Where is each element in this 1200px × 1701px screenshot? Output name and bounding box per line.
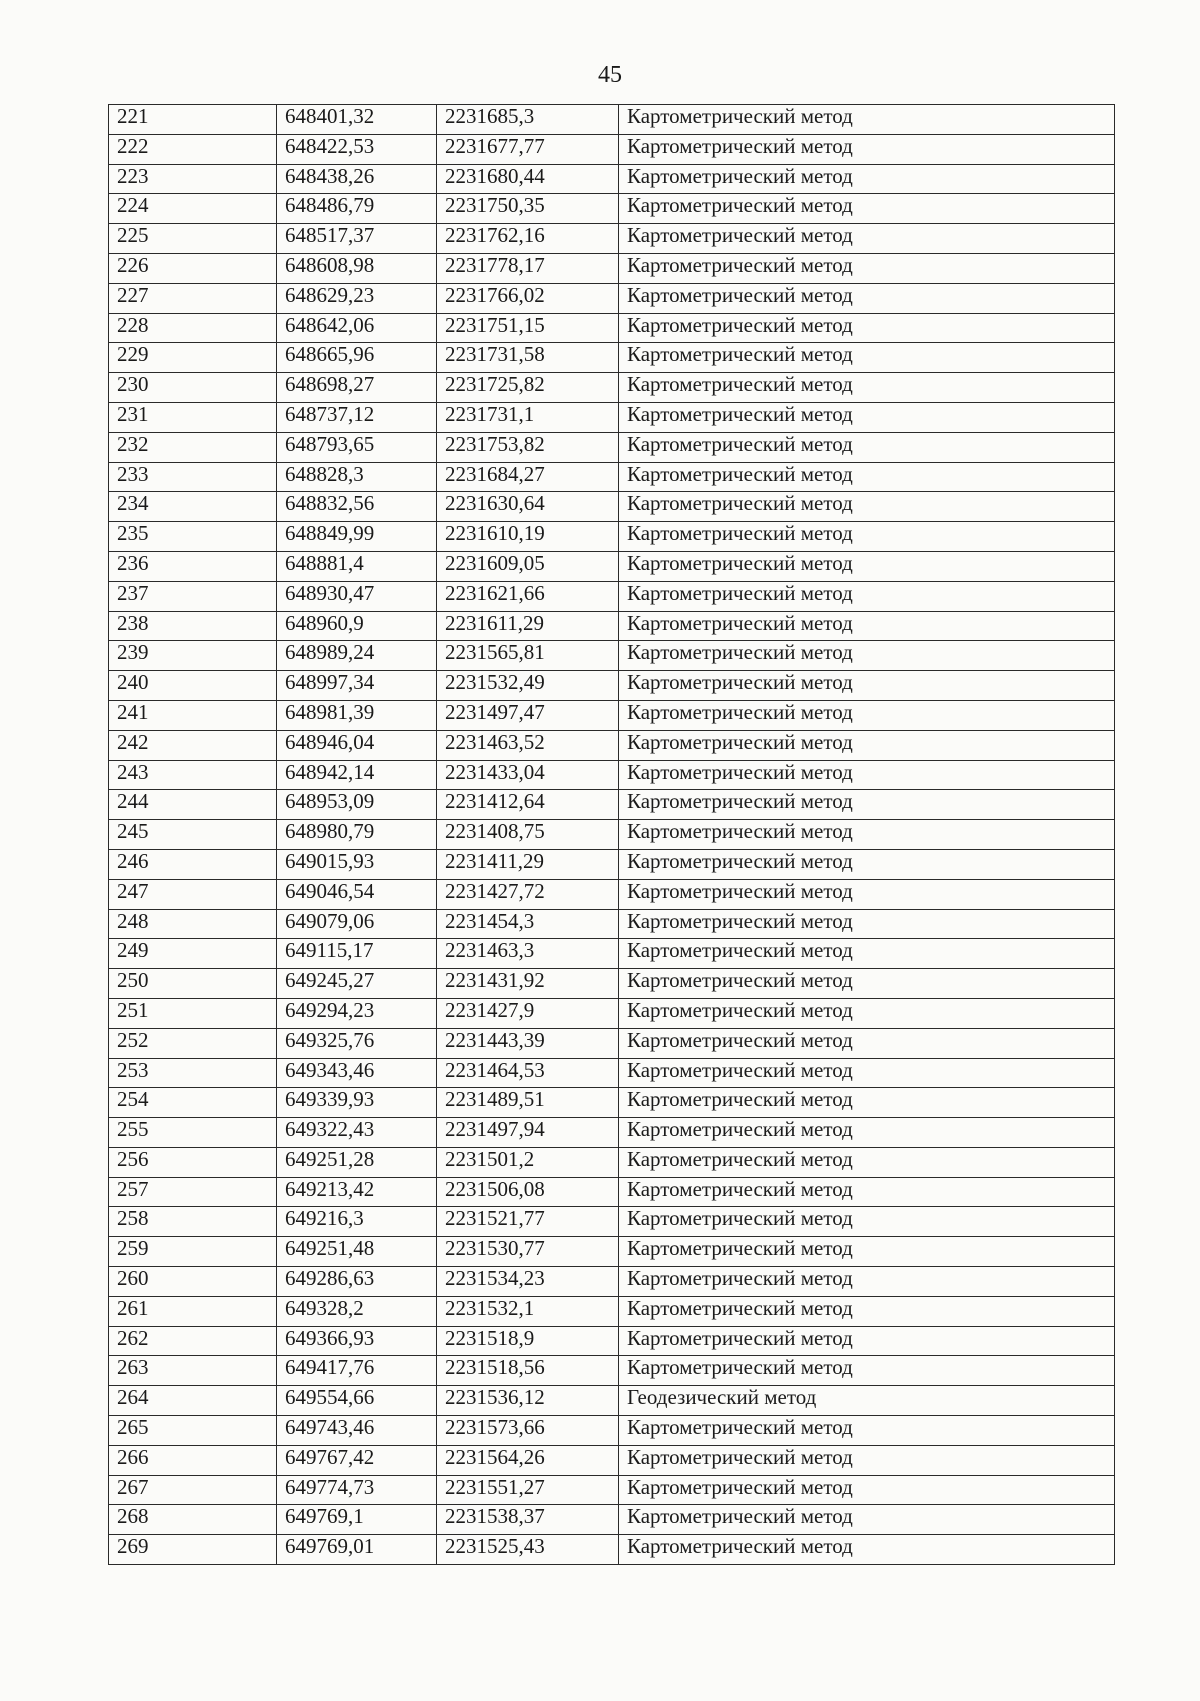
table-row	[109, 820, 1115, 850]
point-number-cell: 229	[109, 343, 277, 373]
x-coordinate-cell: 648608,98	[277, 253, 437, 283]
x-coordinate-cell: 648989,24	[277, 641, 437, 671]
y-coordinate-cell: 2231443,39	[437, 1028, 619, 1058]
x-coordinate-cell: 648737,12	[277, 402, 437, 432]
x-coordinate-cell: 649743,46	[277, 1416, 437, 1446]
method-cell: Картометрический метод	[619, 611, 1115, 641]
table-row	[109, 730, 1115, 760]
table-row	[109, 1088, 1115, 1118]
y-coordinate-cell: 2231501,2	[437, 1147, 619, 1177]
table-row	[109, 790, 1115, 820]
table-row	[109, 432, 1115, 462]
table-row	[109, 343, 1115, 373]
x-coordinate-cell: 648981,39	[277, 700, 437, 730]
method-cell: Геодезический метод	[619, 1386, 1115, 1416]
table-row	[109, 1058, 1115, 1088]
method-cell: Картометрический метод	[619, 1267, 1115, 1297]
point-number-cell: 256	[109, 1147, 277, 1177]
x-coordinate-cell: 648793,65	[277, 432, 437, 462]
table-row	[109, 1207, 1115, 1237]
table-row	[109, 373, 1115, 403]
table-row	[109, 1535, 1115, 1565]
method-cell: Картометрический метод	[619, 849, 1115, 879]
table-row	[109, 1475, 1115, 1505]
point-number-cell: 264	[109, 1386, 277, 1416]
point-number-cell: 243	[109, 760, 277, 790]
point-number-cell: 257	[109, 1177, 277, 1207]
point-number-cell: 236	[109, 551, 277, 581]
point-number-cell: 226	[109, 253, 277, 283]
method-cell: Картометрический метод	[619, 1326, 1115, 1356]
y-coordinate-cell: 2231412,64	[437, 790, 619, 820]
table-row	[109, 1267, 1115, 1297]
table-row	[109, 671, 1115, 701]
method-cell: Картометрический метод	[619, 1118, 1115, 1148]
method-cell: Картометрический метод	[619, 1058, 1115, 1088]
y-coordinate-cell: 2231536,12	[437, 1386, 619, 1416]
point-number-cell: 269	[109, 1535, 277, 1565]
point-number-cell: 258	[109, 1207, 277, 1237]
x-coordinate-cell: 648438,26	[277, 164, 437, 194]
y-coordinate-cell: 2231497,47	[437, 700, 619, 730]
method-cell: Картометрический метод	[619, 1207, 1115, 1237]
table-row	[109, 581, 1115, 611]
x-coordinate-cell: 649328,2	[277, 1296, 437, 1326]
method-cell: Картометрический метод	[619, 939, 1115, 969]
method-cell: Картометрический метод	[619, 820, 1115, 850]
method-cell: Картометрический метод	[619, 1088, 1115, 1118]
method-cell: Картометрический метод	[619, 1177, 1115, 1207]
y-coordinate-cell: 2231532,1	[437, 1296, 619, 1326]
x-coordinate-cell: 648517,37	[277, 224, 437, 254]
y-coordinate-cell: 2231506,08	[437, 1177, 619, 1207]
method-cell: Картометрический метод	[619, 1147, 1115, 1177]
x-coordinate-cell: 648930,47	[277, 581, 437, 611]
method-cell: Картометрический метод	[619, 105, 1115, 135]
x-coordinate-cell: 648422,53	[277, 134, 437, 164]
x-coordinate-cell: 648849,99	[277, 522, 437, 552]
x-coordinate-cell: 649115,17	[277, 939, 437, 969]
x-coordinate-cell: 649325,76	[277, 1028, 437, 1058]
point-number-cell: 245	[109, 820, 277, 850]
y-coordinate-cell: 2231750,35	[437, 194, 619, 224]
table-row	[109, 939, 1115, 969]
point-number-cell: 247	[109, 879, 277, 909]
x-coordinate-cell: 649769,01	[277, 1535, 437, 1565]
table-row	[109, 253, 1115, 283]
point-number-cell: 252	[109, 1028, 277, 1058]
x-coordinate-cell: 648960,9	[277, 611, 437, 641]
point-number-cell: 227	[109, 283, 277, 313]
table-row	[109, 1326, 1115, 1356]
table-row	[109, 462, 1115, 492]
method-cell: Картометрический метод	[619, 283, 1115, 313]
table-row	[109, 551, 1115, 581]
x-coordinate-cell: 649245,27	[277, 969, 437, 999]
point-number-cell: 228	[109, 313, 277, 343]
method-cell: Картометрический метод	[619, 492, 1115, 522]
x-coordinate-cell: 649774,73	[277, 1475, 437, 1505]
point-number-cell: 253	[109, 1058, 277, 1088]
y-coordinate-cell: 2231489,51	[437, 1088, 619, 1118]
y-coordinate-cell: 2231630,64	[437, 492, 619, 522]
point-number-cell: 249	[109, 939, 277, 969]
method-cell: Картометрический метод	[619, 1445, 1115, 1475]
point-number-cell: 251	[109, 998, 277, 1028]
y-coordinate-cell: 2231518,56	[437, 1356, 619, 1386]
method-cell: Картометрический метод	[619, 253, 1115, 283]
x-coordinate-cell: 648980,79	[277, 820, 437, 850]
y-coordinate-cell: 2231677,77	[437, 134, 619, 164]
point-number-cell: 259	[109, 1237, 277, 1267]
x-coordinate-cell: 648997,34	[277, 671, 437, 701]
method-cell: Картометрический метод	[619, 760, 1115, 790]
y-coordinate-cell: 2231564,26	[437, 1445, 619, 1475]
method-cell: Картометрический метод	[619, 551, 1115, 581]
point-number-cell: 246	[109, 849, 277, 879]
x-coordinate-cell: 649213,42	[277, 1177, 437, 1207]
table-row	[109, 1118, 1115, 1148]
point-number-cell: 266	[109, 1445, 277, 1475]
table-row	[109, 224, 1115, 254]
y-coordinate-cell: 2231565,81	[437, 641, 619, 671]
y-coordinate-cell: 2231497,94	[437, 1118, 619, 1148]
point-number-cell: 254	[109, 1088, 277, 1118]
point-number-cell: 233	[109, 462, 277, 492]
y-coordinate-cell: 2231778,17	[437, 253, 619, 283]
method-cell: Картометрический метод	[619, 700, 1115, 730]
point-number-cell: 221	[109, 105, 277, 135]
y-coordinate-cell: 2231551,27	[437, 1475, 619, 1505]
x-coordinate-cell: 648629,23	[277, 283, 437, 313]
y-coordinate-cell: 2231411,29	[437, 849, 619, 879]
table-row	[109, 283, 1115, 313]
x-coordinate-cell: 649294,23	[277, 998, 437, 1028]
coordinates-table-body	[109, 105, 1115, 1565]
point-number-cell: 241	[109, 700, 277, 730]
point-number-cell: 267	[109, 1475, 277, 1505]
method-cell: Картометрический метод	[619, 343, 1115, 373]
page-number: 45	[598, 62, 622, 88]
y-coordinate-cell: 2231731,58	[437, 343, 619, 373]
point-number-cell: 242	[109, 730, 277, 760]
table-row	[109, 1445, 1115, 1475]
method-cell: Картометрический метод	[619, 1028, 1115, 1058]
x-coordinate-cell: 648665,96	[277, 343, 437, 373]
y-coordinate-cell: 2231521,77	[437, 1207, 619, 1237]
point-number-cell: 268	[109, 1505, 277, 1535]
table-row	[109, 105, 1115, 135]
method-cell: Картометрический метод	[619, 641, 1115, 671]
point-number-cell: 235	[109, 522, 277, 552]
x-coordinate-cell: 649015,93	[277, 849, 437, 879]
point-number-cell: 248	[109, 909, 277, 939]
point-number-cell: 255	[109, 1118, 277, 1148]
table-row	[109, 909, 1115, 939]
table-row	[109, 1177, 1115, 1207]
method-cell: Картометрический метод	[619, 1535, 1115, 1565]
point-number-cell: 265	[109, 1416, 277, 1446]
table-row	[109, 700, 1115, 730]
point-number-cell: 240	[109, 671, 277, 701]
point-number-cell: 222	[109, 134, 277, 164]
method-cell: Картометрический метод	[619, 1356, 1115, 1386]
coordinates-table	[108, 104, 1115, 1565]
method-cell: Картометрический метод	[619, 879, 1115, 909]
method-cell: Картометрический метод	[619, 969, 1115, 999]
x-coordinate-cell: 649366,93	[277, 1326, 437, 1356]
y-coordinate-cell: 2231431,92	[437, 969, 619, 999]
x-coordinate-cell: 649343,46	[277, 1058, 437, 1088]
point-number-cell: 230	[109, 373, 277, 403]
x-coordinate-cell: 649251,48	[277, 1237, 437, 1267]
table-row	[109, 1237, 1115, 1267]
table-row	[109, 1386, 1115, 1416]
y-coordinate-cell: 2231725,82	[437, 373, 619, 403]
y-coordinate-cell: 2231454,3	[437, 909, 619, 939]
point-number-cell: 225	[109, 224, 277, 254]
y-coordinate-cell: 2231464,53	[437, 1058, 619, 1088]
y-coordinate-cell: 2231762,16	[437, 224, 619, 254]
point-number-cell: 261	[109, 1296, 277, 1326]
y-coordinate-cell: 2231766,02	[437, 283, 619, 313]
table-row	[109, 164, 1115, 194]
x-coordinate-cell: 649286,63	[277, 1267, 437, 1297]
method-cell: Картометрический метод	[619, 462, 1115, 492]
point-number-cell: 237	[109, 581, 277, 611]
x-coordinate-cell: 649216,3	[277, 1207, 437, 1237]
table-row	[109, 134, 1115, 164]
table-row	[109, 998, 1115, 1028]
x-coordinate-cell: 649417,76	[277, 1356, 437, 1386]
y-coordinate-cell: 2231684,27	[437, 462, 619, 492]
x-coordinate-cell: 648946,04	[277, 730, 437, 760]
y-coordinate-cell: 2231611,29	[437, 611, 619, 641]
table-row	[109, 1296, 1115, 1326]
y-coordinate-cell: 2231573,66	[437, 1416, 619, 1446]
y-coordinate-cell: 2231427,9	[437, 998, 619, 1028]
y-coordinate-cell: 2231530,77	[437, 1237, 619, 1267]
point-number-cell: 232	[109, 432, 277, 462]
point-number-cell: 223	[109, 164, 277, 194]
x-coordinate-cell: 649079,06	[277, 909, 437, 939]
x-coordinate-cell: 648486,79	[277, 194, 437, 224]
method-cell: Картометрический метод	[619, 313, 1115, 343]
method-cell: Картометрический метод	[619, 1416, 1115, 1446]
method-cell: Картометрический метод	[619, 909, 1115, 939]
y-coordinate-cell: 2231680,44	[437, 164, 619, 194]
y-coordinate-cell: 2231534,23	[437, 1267, 619, 1297]
x-coordinate-cell: 648942,14	[277, 760, 437, 790]
point-number-cell: 239	[109, 641, 277, 671]
y-coordinate-cell: 2231610,19	[437, 522, 619, 552]
table-row	[109, 492, 1115, 522]
table-row	[109, 1028, 1115, 1058]
table-row	[109, 1505, 1115, 1535]
y-coordinate-cell: 2231525,43	[437, 1535, 619, 1565]
table-row	[109, 194, 1115, 224]
x-coordinate-cell: 649554,66	[277, 1386, 437, 1416]
table-row	[109, 611, 1115, 641]
x-coordinate-cell: 649251,28	[277, 1147, 437, 1177]
method-cell: Картометрический метод	[619, 164, 1115, 194]
table-row	[109, 1147, 1115, 1177]
point-number-cell: 231	[109, 402, 277, 432]
y-coordinate-cell: 2231433,04	[437, 760, 619, 790]
table-row	[109, 522, 1115, 552]
method-cell: Картометрический метод	[619, 1237, 1115, 1267]
x-coordinate-cell: 648698,27	[277, 373, 437, 403]
method-cell: Картометрический метод	[619, 730, 1115, 760]
x-coordinate-cell: 649769,1	[277, 1505, 437, 1535]
y-coordinate-cell: 2231532,49	[437, 671, 619, 701]
point-number-cell: 263	[109, 1356, 277, 1386]
method-cell: Картометрический метод	[619, 790, 1115, 820]
method-cell: Картометрический метод	[619, 1296, 1115, 1326]
method-cell: Картометрический метод	[619, 224, 1115, 254]
method-cell: Картометрический метод	[619, 998, 1115, 1028]
table-row	[109, 849, 1115, 879]
x-coordinate-cell: 648881,4	[277, 551, 437, 581]
point-number-cell: 234	[109, 492, 277, 522]
y-coordinate-cell: 2231538,37	[437, 1505, 619, 1535]
x-coordinate-cell: 649046,54	[277, 879, 437, 909]
method-cell: Картометрический метод	[619, 522, 1115, 552]
table-row	[109, 402, 1115, 432]
point-number-cell: 250	[109, 969, 277, 999]
point-number-cell: 244	[109, 790, 277, 820]
y-coordinate-cell: 2231751,15	[437, 313, 619, 343]
table-row	[109, 1416, 1115, 1446]
method-cell: Картометрический метод	[619, 432, 1115, 462]
table-row	[109, 641, 1115, 671]
method-cell: Картометрический метод	[619, 1505, 1115, 1535]
method-cell: Картометрический метод	[619, 134, 1115, 164]
y-coordinate-cell: 2231685,3	[437, 105, 619, 135]
x-coordinate-cell: 648642,06	[277, 313, 437, 343]
y-coordinate-cell: 2231427,72	[437, 879, 619, 909]
y-coordinate-cell: 2231408,75	[437, 820, 619, 850]
x-coordinate-cell: 648828,3	[277, 462, 437, 492]
method-cell: Картометрический метод	[619, 671, 1115, 701]
y-coordinate-cell: 2231463,3	[437, 939, 619, 969]
y-coordinate-cell: 2231609,05	[437, 551, 619, 581]
point-number-cell: 260	[109, 1267, 277, 1297]
table-row	[109, 760, 1115, 790]
table-row	[109, 969, 1115, 999]
method-cell: Картометрический метод	[619, 581, 1115, 611]
method-cell: Картометрический метод	[619, 402, 1115, 432]
y-coordinate-cell: 2231621,66	[437, 581, 619, 611]
y-coordinate-cell: 2231731,1	[437, 402, 619, 432]
x-coordinate-cell: 648401,32	[277, 105, 437, 135]
point-number-cell: 224	[109, 194, 277, 224]
table-row	[109, 1356, 1115, 1386]
y-coordinate-cell: 2231753,82	[437, 432, 619, 462]
x-coordinate-cell: 649767,42	[277, 1445, 437, 1475]
y-coordinate-cell: 2231518,9	[437, 1326, 619, 1356]
table-row	[109, 879, 1115, 909]
method-cell: Картометрический метод	[619, 1475, 1115, 1505]
method-cell: Картометрический метод	[619, 373, 1115, 403]
y-coordinate-cell: 2231463,52	[437, 730, 619, 760]
x-coordinate-cell: 649339,93	[277, 1088, 437, 1118]
x-coordinate-cell: 648953,09	[277, 790, 437, 820]
point-number-cell: 262	[109, 1326, 277, 1356]
point-number-cell: 238	[109, 611, 277, 641]
x-coordinate-cell: 649322,43	[277, 1118, 437, 1148]
method-cell: Картометрический метод	[619, 194, 1115, 224]
x-coordinate-cell: 648832,56	[277, 492, 437, 522]
table-row	[109, 313, 1115, 343]
